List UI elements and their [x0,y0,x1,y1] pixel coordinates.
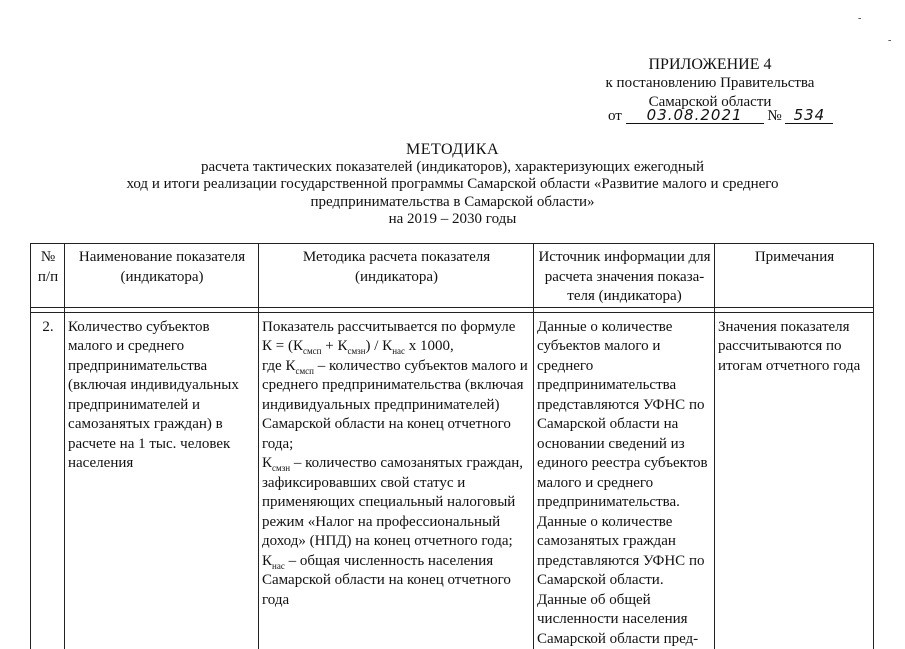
header-notes: Примечания [715,244,874,308]
row-information-source: Данные о количестве субъектов малого и среднего предпринимательства представляются УФНС по Самарской области на основании сведений из единого реестра субъектов малого и среднего предпринимательства. Данные о количестве самозанятых граждан представляются УФНС по Самарской области. Данные об общей численности населения Самарской области пред- [534,312,715,649]
document-heading [120,141,785,229]
method-definition-nas: $К_{нас}$ – общая численность населения Самарской области на конец отчетного года [262,552,511,608]
table-header-row [31,244,874,308]
resolution-date: 03.08.2021 [626,107,764,124]
appendix-line-2: Самарской области [648,94,772,110]
header-information-source: Источник информации для расчета значения показа- теля (индикатора) [534,244,715,308]
document-subtitle-line-4: на 2019 – 2030 годы [388,211,517,227]
header-calculation-method: Методика расчета показателя (индикатора) [259,244,534,308]
document-title: МЕТОДИКА [405,141,499,158]
header-indicator-name: Наименование показателя (индикатора) [65,244,259,308]
table-row [31,312,874,649]
methodology-table [30,243,874,649]
row-calculation-method [259,312,534,649]
resolution-number: 534 [785,107,833,124]
scan-mark: - [888,35,892,46]
method-intro: Показатель рассчитывается по формуле [262,318,516,335]
number-label: № [767,108,782,124]
document-subtitle-line-2: ход и итоги реализации государственной программы Самарской области «Развитие малого и среднего [126,176,779,192]
method-definition-smsp: где $К_{смсп}$ – количество субъектов малого и среднего предпринимательства (включая индивидуальных предпринимателей) Самарской области на конец отчетного года; [262,357,528,452]
row-notes: Значения показателя рассчитываются по итогам отчетного года [715,312,874,649]
appendix-block [560,55,860,112]
document-subtitle-line-3: предпринимательства в Самарской области» [310,193,595,210]
method-definition-smzn: $К_{смзн}$ – количество самозанятых граждан, зафиксировавших свой статус и применяющих специальный налоговый режим «Налог на профессиональный доход» (НПД) на конец отчетного года; [262,455,524,549]
row-number: 2. [31,312,65,649]
header-number: № п/п [31,244,65,308]
resolution-date-line [608,107,848,125]
method-formula: $К = (К_{смсп} + К_{смзн}) / К_{нас}$ х 1000, [262,338,454,356]
appendix-title: ПРИЛОЖЕНИЕ 4 [648,56,772,73]
from-label: от [608,108,622,124]
row-indicator-name: Количество субъектов малого и среднего предпринимательства (включая индивидуальных предпринимателей и самозанятых граждан) в расчете на 1 тыс. человек населения [65,312,259,649]
document-subtitle-line-1: расчета тактических показателей (индикаторов), характеризующих ежегодный [201,158,704,175]
appendix-line-1: к постановлению Правительства [605,75,815,91]
scan-mark: - [858,13,862,24]
